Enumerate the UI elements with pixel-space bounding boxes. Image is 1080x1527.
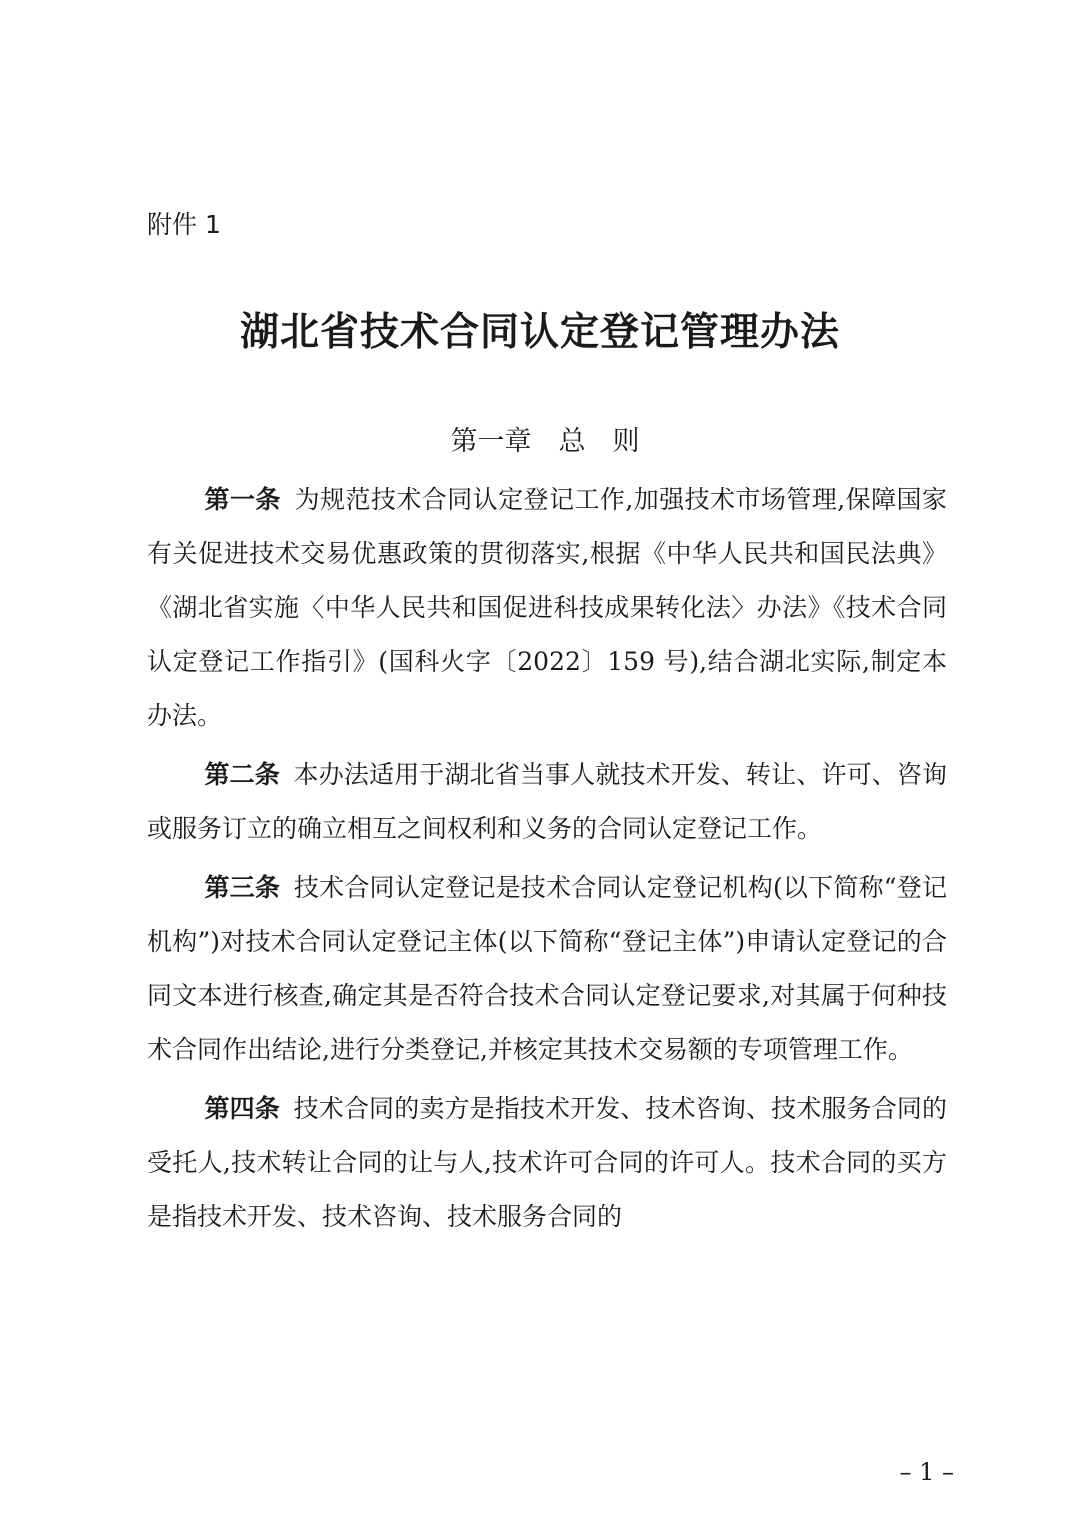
article-label: 第四条 [204, 1094, 280, 1123]
attachment-label: 附件 1 [147, 210, 221, 239]
article-1 [147, 473, 947, 743]
article-2 [147, 748, 947, 856]
article-label: 第三条 [204, 873, 281, 902]
page-number: – 1 – [899, 1458, 954, 1486]
article-text: 为规范技术合同认定登记工作,加强技术市场管理,保障国家有关促进技术交易优惠政策的贯彻落实,根据《中华人民共和国民法典》《湖北省实施〈中华人民共和国促进科技成果转化法〉办法》《技术合同认定登记工作指引》(国科火字〔2022〕159 号),结合湖北实际,制定本办法。 [147, 485, 947, 730]
article-text: 技术合同认定登记是技术合同认定登记机构(以下简称“登记机构”)对技术合同认定登记主体(以下简称“登记主体”)申请认定登记的合同文本进行核查,确定其是否符合技术合同认定登记要求,对其属于何种技术合同作出结论,进行分类登记,并核定其技术交易额的专项管理工作。 [147, 873, 947, 1064]
document-body [147, 473, 947, 1244]
article-text: 本办法适用于湖北省当事人就技术开发、转让、许可、咨询或服务订立的确立相互之间权利和义务的合同认定登记工作。 [147, 760, 947, 843]
article-3 [147, 861, 947, 1077]
article-text: 技术合同的卖方是指技术开发、技术咨询、技术服务合同的受托人,技术转让合同的让与人,技术许可合同的许可人。技术合同的买方是指技术开发、技术咨询、技术服务合同的 [147, 1094, 947, 1231]
article-label: 第一条 [204, 485, 281, 514]
chapter-heading: 第一章 总 则 [450, 426, 640, 457]
document-title: 湖北省技术合同认定登记管理办法 [239, 309, 840, 355]
article-label: 第二条 [204, 760, 280, 789]
article-4 [147, 1082, 947, 1244]
